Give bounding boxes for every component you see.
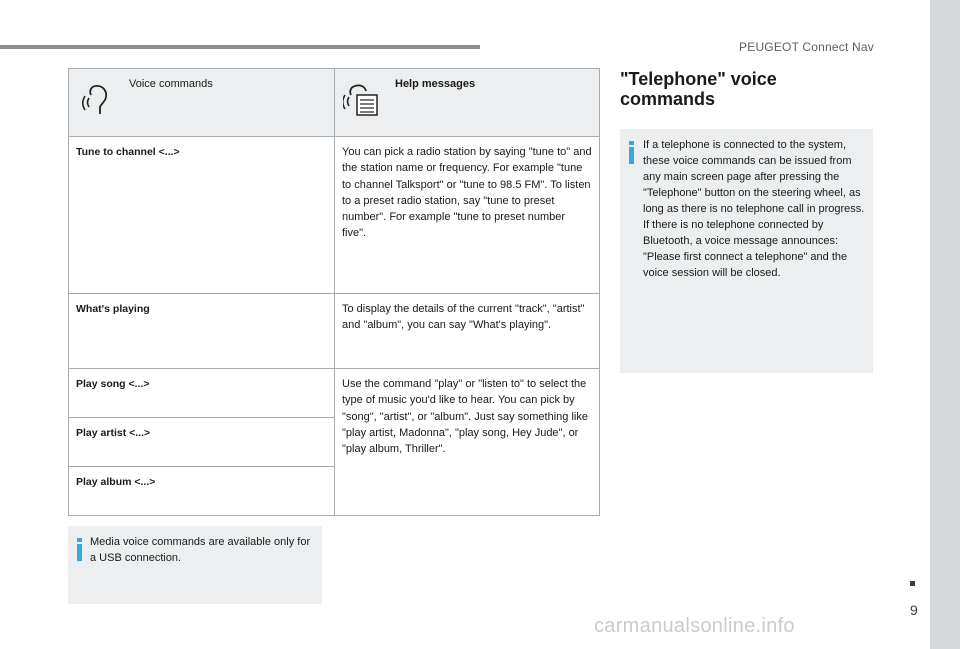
info-icon bbox=[77, 538, 82, 561]
telephone-note-text: If a telephone is connected to the system, these voice commands can be issued from any main screen page after pressing the "Telephone" button on the steering wheel, as long as there is no telephone call in progress. If there is no telephone connected by Bluetooth, a voice message announces: "Please first connect a telephone" and the voice session will be closed. bbox=[643, 139, 865, 279]
telephone-note bbox=[620, 129, 873, 373]
speaking-head-screen-icon bbox=[343, 82, 379, 118]
speaking-head-icon bbox=[81, 83, 113, 117]
command-cell: What's playing bbox=[69, 294, 335, 369]
media-note bbox=[68, 526, 322, 604]
page-marker bbox=[910, 581, 915, 586]
voice-commands-table bbox=[68, 68, 600, 516]
col-voice-commands-title: Voice commands bbox=[129, 78, 213, 90]
watermark: carmanualsonline.info bbox=[594, 615, 795, 637]
col-help-messages-title: Help messages bbox=[395, 78, 476, 90]
media-note-text: Media voice commands are available only for a USB connection. bbox=[90, 536, 311, 564]
table-row bbox=[69, 369, 600, 418]
message-cell: Use the command "play" or "listen to" to select the type of music you'd like to hear. You can pick by "song", "artist", or "album". Just say something like "play artist, Madonna", "play song, Hey Jude", or "play album, Thriller". bbox=[335, 369, 600, 516]
brand-label: PEUGEOT Connect Nav bbox=[739, 40, 874, 54]
voice-commands-header bbox=[69, 69, 335, 137]
info-icon bbox=[629, 141, 634, 164]
table-row bbox=[69, 294, 600, 369]
help-messages-header bbox=[335, 69, 600, 137]
header-rule bbox=[0, 45, 480, 49]
command-cell: Play song <...> bbox=[69, 369, 335, 418]
command-cell: Play artist <...> bbox=[69, 418, 335, 467]
telephone-section-title: "Telephone" voice commands bbox=[620, 69, 777, 109]
message-cell: To display the details of the current "track", "artist" and "album", you can say "What's playing". bbox=[335, 294, 600, 369]
table-header-row bbox=[69, 69, 600, 137]
table-row bbox=[69, 137, 600, 294]
message-cell: You can pick a radio station by saying "tune to" and the station name or frequency. For example "tune to channel Talksport" or "tune to 98.5 FM". To listen to a preset radio station, say "tune to preset number". For example "tune to preset number five". bbox=[335, 137, 600, 294]
page-number: 9 bbox=[910, 602, 918, 618]
page-edge-strip bbox=[930, 0, 960, 649]
command-cell: Play album <...> bbox=[69, 467, 335, 516]
command-cell: Tune to channel <...> bbox=[69, 137, 335, 294]
